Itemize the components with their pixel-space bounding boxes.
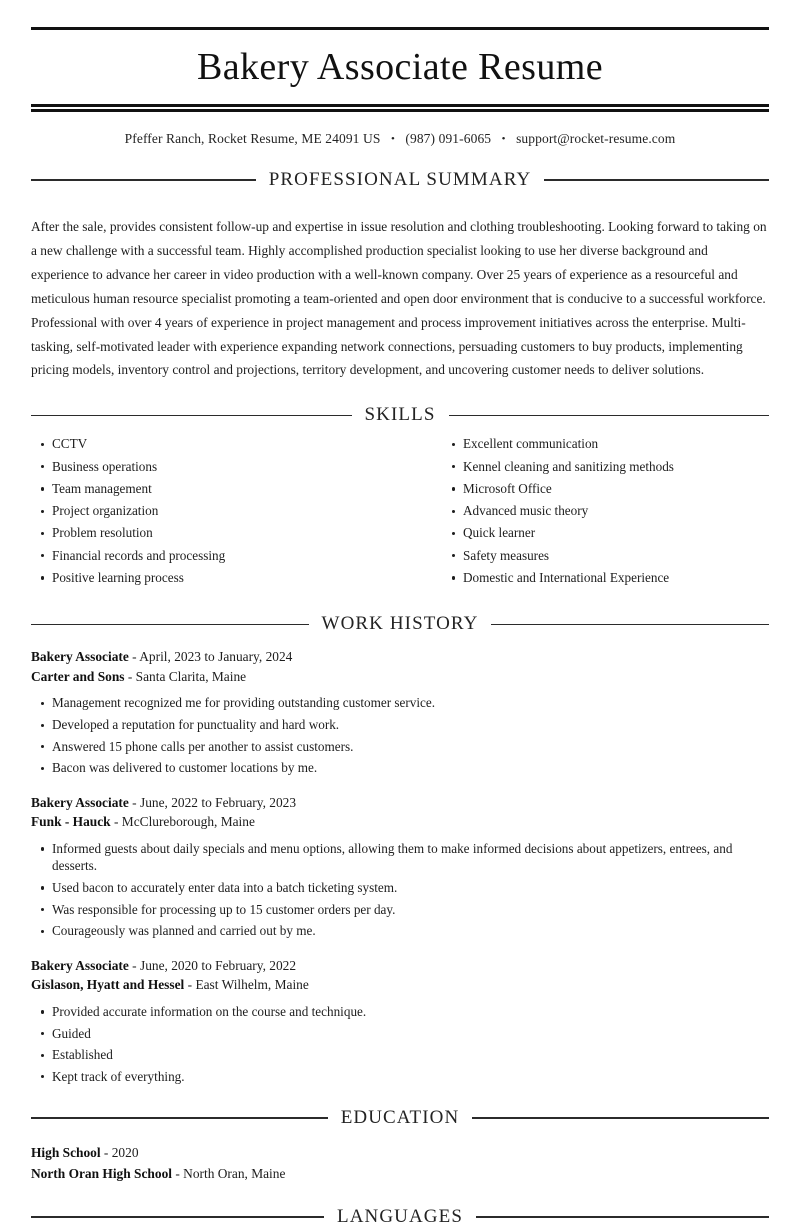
section-rule-right xyxy=(476,1216,769,1218)
job-title: Bakery Associate xyxy=(31,649,129,665)
job-responsibilities-list xyxy=(31,995,769,1085)
section-rule-left xyxy=(31,1216,324,1218)
education-year: 2020 xyxy=(111,1145,139,1161)
job-title-line xyxy=(31,793,769,813)
section-rule-left xyxy=(31,415,352,417)
contact-phone[interactable]: (987) 091-6065 xyxy=(405,130,492,146)
job-company-line xyxy=(31,667,769,687)
job-location: Santa Clarita, Maine xyxy=(135,668,247,684)
job-title-line xyxy=(31,956,769,976)
job-location: McClureborough, Maine xyxy=(121,814,255,830)
resume-page xyxy=(0,27,800,1227)
job-title: Bakery Associate xyxy=(31,957,129,973)
list-item: Kennel cleaning and sanitizing methods xyxy=(442,458,769,476)
education-separator: - xyxy=(172,1165,184,1181)
job-dates: June, 2022 to February, 2023 xyxy=(139,794,297,810)
education-degree-line xyxy=(31,1143,769,1163)
job-company: Gislason, Hyatt and Hessel xyxy=(31,977,185,993)
list-item: Quick learner xyxy=(442,524,769,542)
list-item: Project organization xyxy=(31,502,400,520)
list-item: Established xyxy=(31,1046,769,1063)
contact-info xyxy=(31,112,769,147)
work-history-entry xyxy=(31,635,769,776)
section-rule-left xyxy=(31,179,256,181)
section-header-skills xyxy=(31,404,769,426)
list-item: Developed a reputation for punctuality and hard work. xyxy=(31,716,769,733)
list-item: Informed guests about daily specials and menu options, allowing them to make informed decisions about appetizers, entrees, and desserts. xyxy=(31,840,769,875)
list-item: Financial records and processing xyxy=(31,547,400,565)
skills-list-right xyxy=(442,435,769,586)
list-item: Answered 15 phone calls per another to assist customers. xyxy=(31,738,769,755)
job-separator: - xyxy=(128,649,140,665)
list-item: Positive learning process xyxy=(31,569,400,587)
education-degree: High School xyxy=(31,1145,101,1161)
section-title-skills: SKILLS xyxy=(364,404,436,426)
section-rule-right xyxy=(472,1117,769,1119)
section-rule-left xyxy=(31,624,309,626)
section-title-education: EDUCATION xyxy=(340,1107,460,1129)
section-header-work-history xyxy=(31,613,769,635)
work-history-entry xyxy=(31,781,769,940)
skills-column-left xyxy=(31,435,400,591)
list-item: Team management xyxy=(31,480,400,498)
education-entry xyxy=(31,1129,769,1184)
job-dates: April, 2023 to January, 2024 xyxy=(139,649,293,665)
work-history-entry xyxy=(31,944,769,1085)
job-separator: - xyxy=(184,977,196,993)
job-dates: June, 2020 to February, 2022 xyxy=(139,957,297,973)
job-location: East Wilhelm, Maine xyxy=(195,977,309,993)
contact-email[interactable]: support@rocket-resume.com xyxy=(516,130,676,146)
section-title-work-history: WORK HISTORY xyxy=(321,613,479,635)
section-rule-right xyxy=(449,415,770,417)
title-bottom-rule xyxy=(31,104,769,112)
section-title-professional-summary: PROFESSIONAL SUMMARY xyxy=(268,168,532,190)
job-company-line xyxy=(31,975,769,995)
skills-list-left xyxy=(31,435,400,586)
contact-separator-2: • xyxy=(501,132,506,145)
job-separator: - xyxy=(128,957,140,973)
job-responsibilities-list xyxy=(31,832,769,940)
list-item: Microsoft Office xyxy=(442,480,769,498)
list-item: Kept track of everything. xyxy=(31,1068,769,1085)
section-header-education xyxy=(31,1107,769,1129)
contact-separator-1: • xyxy=(390,132,395,145)
job-company: Carter and Sons xyxy=(31,668,125,684)
list-item: Bacon was delivered to customer locations by me. xyxy=(31,759,769,776)
job-title: Bakery Associate xyxy=(31,794,129,810)
education-separator: - xyxy=(100,1145,112,1161)
list-item: Domestic and International Experience xyxy=(442,569,769,587)
list-item: Safety measures xyxy=(442,547,769,565)
section-rule-left xyxy=(31,1117,328,1119)
job-separator: - xyxy=(124,668,136,684)
job-company-line xyxy=(31,812,769,832)
skills-column-right xyxy=(400,435,769,591)
job-company: Funk - Hauck xyxy=(31,814,111,830)
list-item: Problem resolution xyxy=(31,524,400,542)
job-title-line xyxy=(31,647,769,667)
list-item: Excellent communication xyxy=(442,435,769,453)
list-item: Guided xyxy=(31,1025,769,1042)
job-responsibilities-list xyxy=(31,686,769,776)
list-item: Was responsible for processing up to 15 customer orders per day. xyxy=(31,901,769,918)
list-item: Provided accurate information on the course and technique. xyxy=(31,1003,769,1020)
list-item: Management recognized me for providing outstanding customer service. xyxy=(31,694,769,711)
education-location: North Oran, Maine xyxy=(183,1165,286,1181)
list-item: Used bacon to accurately enter data into a batch ticketing system. xyxy=(31,879,769,896)
section-title-languages: LANGUAGES xyxy=(337,1205,464,1227)
section-header-professional-summary xyxy=(31,169,769,191)
list-item: Advanced music theory xyxy=(442,502,769,520)
job-separator: - xyxy=(128,794,140,810)
job-separator: - xyxy=(110,814,122,830)
section-rule-right xyxy=(544,179,769,181)
list-item: Courageously was planned and carried out by me. xyxy=(31,922,769,939)
education-school: North Oran High School xyxy=(31,1165,172,1181)
professional-summary-text: After the sale, provides consistent follow-up and expertise in issue resolution and clothing troubleshooting. Looking forward to taking on a new challenge with a successful team. Highly accomplished production specialist looking to use her diverse background and experience to advance her career in video production with a well-known company. Over 25 years of experience as a resourceful and meticulous human resource specialist promoting a team-oriented and open door environment that is conducive to a successful workforce. Professional with over 4 years of experience in project management and process improvement initiatives across the enterprise. Multi-tasking, self-motivated leader with experience expanding network connections, persuading customers to buy products, implementing pricing models, inventory control and projections, territory development, and uncovering customer needs to deliver solutions. xyxy=(31,219,767,378)
list-item: Business operations xyxy=(31,458,400,476)
section-header-languages xyxy=(31,1206,769,1228)
page-title: Bakery Associate Resume xyxy=(197,46,603,88)
contact-address: Pfeffer Ranch, Rocket Resume, ME 24091 US xyxy=(124,130,381,146)
section-rule-right xyxy=(491,624,769,626)
skills-columns xyxy=(31,426,769,591)
education-school-line xyxy=(31,1164,769,1184)
list-item: CCTV xyxy=(31,435,400,453)
